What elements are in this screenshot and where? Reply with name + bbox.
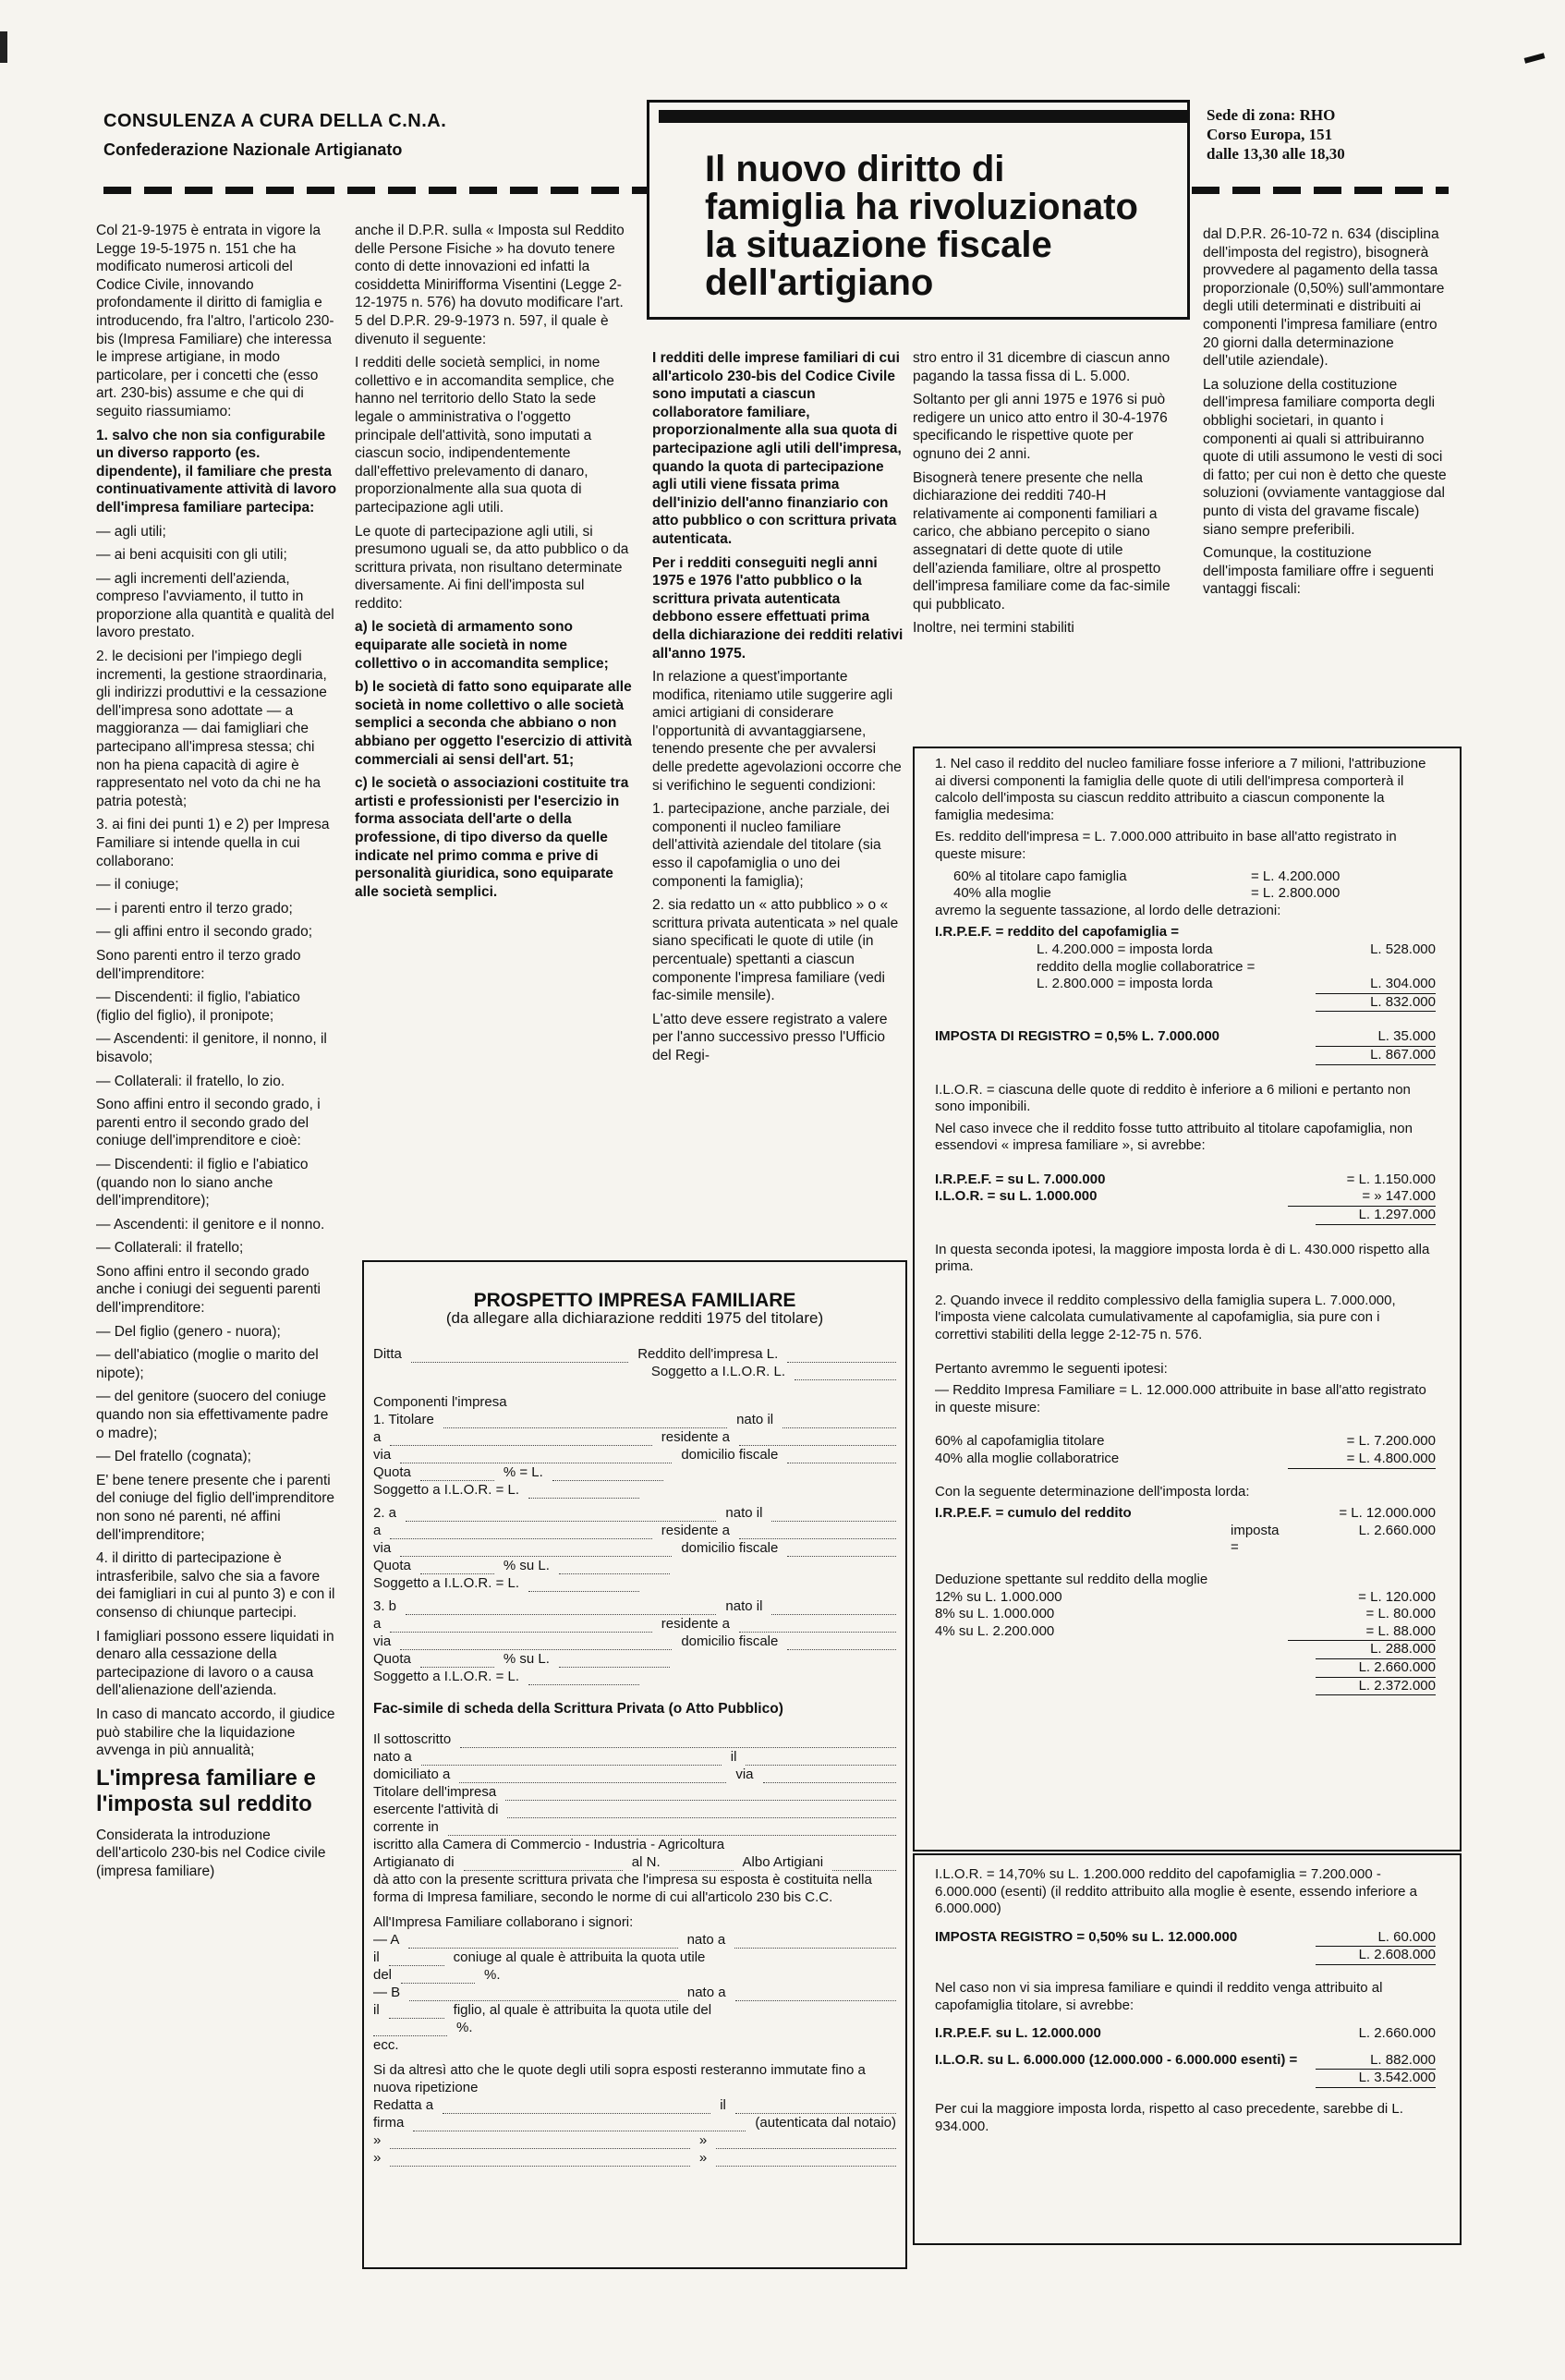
form-field[interactable] <box>401 1970 475 1984</box>
column-2 <box>355 222 632 906</box>
field-label: 3. b <box>373 1598 397 1614</box>
fac-text: ecc. <box>373 2037 399 2053</box>
col1-item: — agli incrementi dell'azienda, compreso l'avviamento, il tutto in proporzione alla quantità e qualità del lavoro prestato. <box>96 570 334 641</box>
form-field[interactable] <box>373 2022 447 2036</box>
field-label: Artigianato di <box>373 1854 455 1870</box>
field-label: Soggetto a I.L.O.R. = L. <box>373 1482 520 1498</box>
column-4 <box>913 349 1173 643</box>
calc-value: = L. 1.150.000 <box>1346 1171 1436 1187</box>
form-field[interactable] <box>787 1543 896 1557</box>
field-label: a <box>373 1523 382 1538</box>
field-label: via <box>373 1447 392 1463</box>
calc-value: L. 528.000 <box>1370 941 1436 957</box>
calc-value: L. 35.000 <box>1316 1028 1436 1047</box>
calc-total: L. 2.608.000 <box>1316 1947 1436 1965</box>
col4-para: Bisognerà tenere presente che nella dichiarazione dei redditi 740-H relativamente ai componenti familiari a carico, che abbiano percepito o siano assegnatari di dette quote di utile dell'azienda familiare, oltre al prospetto dell'impresa familiare come da fac-simile qui pubblicato. <box>913 469 1171 613</box>
fac-text: iscritto alla Camera di Commercio - Industria - Agricoltura <box>373 1837 725 1852</box>
field-label: Ditta <box>373 1346 402 1362</box>
col2-para-b: b) le società di fatto sono equiparate alle società in nome collettivo o alle società semplici a seconda che abbiano o non abbiano per oggetto l'esercizio di attività commerciali ai sensi dell'art. 51; <box>355 679 632 768</box>
form-field[interactable] <box>782 1415 896 1428</box>
calc-value: = L. 4.200.000 <box>1251 868 1341 884</box>
field-label: nato a <box>686 1985 726 2000</box>
field-label: via <box>373 1633 392 1649</box>
form-field[interactable] <box>406 1601 716 1615</box>
componenti-lines <box>373 1411 896 1685</box>
form-field[interactable] <box>746 1752 896 1766</box>
field-label: domicilio fiscale <box>681 1540 779 1556</box>
calc-text: I.L.O.R. = ciascuna delle quote di reddito è inferiore a 6 milioni e pertanto non sono imponibili. <box>935 1081 1411 1115</box>
field-label: residente a <box>661 1523 730 1538</box>
calc-value: L. 304.000 <box>1316 976 1436 994</box>
soggetto-field[interactable] <box>795 1366 896 1380</box>
headline-box <box>647 100 1190 320</box>
field-label: a <box>373 1429 382 1445</box>
col3-para: In relazione a quest'importante modifica, riteniamo utile suggerire agli amici artigiani di considerare l'opportunità di avvantaggiarsene, tenendo presente che per avvalersi delle predette agevolazioni occorre che si verifichino le seguenti condizioni: <box>652 669 902 794</box>
reddito-field[interactable] <box>787 1349 896 1363</box>
column-1 <box>96 222 338 1887</box>
col1-item: — Del fratello (cognata); <box>96 1449 251 1465</box>
field-label: il <box>373 2002 380 2018</box>
col1-item: — Collaterali: il fratello; <box>96 1240 244 1257</box>
calc-value: = L. 2.800.000 <box>1251 885 1341 902</box>
edge-mark <box>0 31 7 63</box>
calc-label: L. 4.200.000 = imposta lorda <box>1037 941 1213 957</box>
col3-para: 1. partecipazione, anche parziale, dei componenti il nucleo familiare dell'attività aziendale del titolare (sia esso il capofamiglia o uno dei componenti la famiglia); <box>652 801 890 890</box>
col1-point-4: E' bene tenere presente che i parenti del coniuge del figlio dell'imprenditore non sono né parenti, né affini dell'imprenditore; <box>96 1472 335 1543</box>
calc-value: L. 882.000 <box>1316 2052 1436 2070</box>
field-label: a <box>373 1616 382 1632</box>
calc-value: = L. 4.800.000 <box>1288 1451 1436 1469</box>
col3-bold: I redditi delle imprese familiari di cui all'articolo 230-bis del Codice Civile sono imputati a ciascun collaboratore familiare, proporzionalmente alla sua quota di partecipazione agli utili dell'impresa, quando la quota di partecipazione agli utili viene fissata prima dell'inizio dell'anno finanziario con atto pubblico o con scrittura privata autenticata. <box>652 350 902 547</box>
col2-para-c: c) le società o associazioni costituite tra artisti e professionisti per l'esercizio in forma associata dell'arte o della professione, di tipo diverso da quelle indicate nel primo comma e prive di personalità giuridica, sono equiparate alle società semplici. <box>355 775 629 900</box>
form-field[interactable] <box>735 1987 896 2001</box>
field-label: Quota <box>373 1558 411 1573</box>
form-field[interactable] <box>464 1857 623 1871</box>
form-field[interactable] <box>390 2135 690 2149</box>
field-label: residente a <box>661 1616 730 1632</box>
field-label: via <box>373 1540 392 1556</box>
calc-text: Nel caso non vi sia impresa familiare e quindi il reddito venga attribuito al capofamiglia titolare, si avrebbe: <box>935 1979 1383 2013</box>
form-field[interactable] <box>390 1619 651 1633</box>
calc-text: Nel caso invece che il reddito fosse tutto attribuito al titolare capofamiglia, non essendovi « impresa familiare », si avrebbe: <box>935 1120 1413 1154</box>
form-field[interactable] <box>389 1952 444 1966</box>
field-label: Redatta a <box>373 2097 434 2113</box>
field-label: esercente l'attività di <box>373 1802 499 1817</box>
field-label: %. <box>456 2020 473 2035</box>
field-label: Reddito dell'impresa L. <box>637 1346 779 1362</box>
field-label: — A <box>373 1932 400 1948</box>
field-label: Il sottoscritto <box>373 1731 452 1747</box>
field-label: domicilio fiscale <box>681 1633 779 1649</box>
form-field[interactable] <box>409 1987 678 2001</box>
field-label: % su L. <box>503 1558 550 1573</box>
form-field[interactable] <box>389 2005 444 2019</box>
col1-item: — i parenti entro il terzo grado; <box>96 900 293 917</box>
field-label: domiciliato a <box>373 1767 451 1782</box>
form-field[interactable] <box>787 1636 896 1650</box>
calc-label: 60% al titolare capo famiglia <box>953 868 1127 884</box>
col1-item: — Discendenti: il figlio e l'abiatico (quando non lo siano anche dell'imprenditore); <box>96 1156 309 1209</box>
field-label: Soggetto a I.L.O.R. = L. <box>373 1669 520 1684</box>
col1-item: — gli affini entro il secondo grado; <box>96 924 313 941</box>
headline-line-2: famiglia ha rivoluzionato <box>705 187 1138 227</box>
col4-para: Inoltre, nei termini stabiliti <box>913 620 1074 637</box>
calc-label: I.R.P.E.F. = su L. 7.000.000 <box>935 1171 1106 1187</box>
corner-mark <box>1524 53 1546 63</box>
office-line-2: Corso Europa, 151 <box>1207 126 1333 143</box>
org-title: CONSULENZA A CURA DELLA C.N.A. <box>103 111 447 131</box>
col4-para: stro entro il 31 dicembre di ciascun anno pagando la tassa fissa di L. 5.000. <box>913 350 1171 384</box>
prospetto-form <box>373 1292 896 2167</box>
facsimile-title: Fac-simile di scheda della Scrittura Privata (o Atto Pubblico) <box>373 1701 783 1717</box>
calc-text: I.L.O.R. = 14,70% su L. 1.200.000 reddito del capofamiglia = 7.200.000 - 6.000.000 (esenti) (il reddito attribuito alla moglie è esente, essendo inferiore a 6.000.000) <box>935 1866 1417 1917</box>
form-field[interactable] <box>413 2118 746 2131</box>
field-label: — B <box>373 1985 401 2000</box>
calc-value: = L. 80.000 <box>1365 1606 1436 1622</box>
col1-intro: Col 21-9-1975 è entrata in vigore la Legge 19-5-1975 n. 151 che ha modificato numerosi articoli del Codice Civile, innovando profondamente il diritto di famiglia e introducendo, fra l'altro, l'articolo 230-bis (Impresa Familiare) che interessa le imprese artigiane, in modo particolare, per i concetti che (esso art. 230-bis) assume e che qui di seguito riassumiamo: <box>96 223 334 419</box>
form-field[interactable] <box>528 1485 639 1499</box>
col1-point-3: 3. ai fini dei punti 1) e 2) per Impresa Familiare si intende quella in cui collaborano: <box>96 817 330 869</box>
field-label: Soggetto a I.L.O.R. L. <box>650 1364 785 1379</box>
calc-text: In questa seconda ipotesi, la maggiore imposta lorda è di L. 430.000 rispetto alla prima. <box>935 1241 1430 1275</box>
field-label: » <box>373 2150 382 2166</box>
calc-section-1 <box>935 756 1436 1695</box>
col5-para: dal D.P.R. 26-10-72 n. 634 (disciplina dell'imposta del registro), bisognerà provvedere al pagamento della tassa proporzionale (0,50%) sull'ammontare degli utili determinati e distribuiti ai componenti l'impresa familiare (entro 20 giorni dalla determinazione dell'utile aziendale). <box>1203 226 1445 370</box>
calc-text: 2. Quando invece il reddito complessivo della famiglia supera L. 7.000.000, l'imposta viene calcolata cumulativamente al capofamiglia, sia pure con i correttivi stabiliti della legge 2-12-75 n. 576. <box>935 1292 1396 1343</box>
col1-item: — agli utili; <box>96 523 166 540</box>
fac-text: dà atto con la presente scrittura privata che l'impresa su esposta è costituita nella forma di Impresa familiare, secondo le norme di cui all'articolo 230 bis C.C. <box>373 1872 872 1905</box>
col1-item: — Ascendenti: il genitore, il nonno, il bisavolo; <box>96 1031 327 1065</box>
calc-label: 8% su L. 1.000.000 <box>935 1606 1055 1622</box>
form-field[interactable] <box>528 1671 639 1685</box>
col1-item: — Discendenti: il figlio, l'abiatico (figlio del figlio), il pronipote; <box>96 990 300 1024</box>
field-label: via <box>735 1767 754 1782</box>
col3-para: 2. sia redatto un « atto pubblico » o « scrittura privata autenticata » nel quale siano specificati le quote di utile (in percentuale) spettanti a ciascun componente l'impresa familiare (vedi fac-simile mensile). <box>652 897 899 1004</box>
col1-point-2: 2. le decisioni per l'impiego degli incrementi, la gestione straordinaria, gli indirizzi produttivi e la cessazione dell'impresa sono adottate — a maggioranza — dai famigliari che partecipano all'impresa stessa; chi non ha piena capacità di agire è rappresentato nel voto da chi ne ha patria potestà; <box>96 649 327 809</box>
org-subtitle: Confederazione Nazionale Artigianato <box>103 140 403 159</box>
calc-label: reddito della moglie collaboratrice = <box>1037 958 1256 975</box>
calc-total: L. 2.660.000 <box>1316 1659 1436 1678</box>
prospetto-subtitle: (da allegare alla dichiarazione redditi 1975 del titolare) <box>445 1309 824 1327</box>
form-field[interactable] <box>559 1560 670 1574</box>
form-field[interactable] <box>734 1935 896 1949</box>
office-info <box>1207 105 1345 164</box>
col1-item: 4. il diritto di partecipazione è intrasferibile, salvo che sia a favore dei famigliari in cui al punto 3) e con il consenso di chiunque partecipi. <box>96 1550 335 1621</box>
dash-divider-right <box>1192 187 1449 194</box>
col1-item: — il coniuge; <box>96 877 179 893</box>
field-label: » <box>698 2150 708 2166</box>
office-line-3: dalle 13,30 alle 18,30 <box>1207 145 1345 163</box>
calc-label: 4% su L. 2.200.000 <box>935 1622 1055 1639</box>
calc-value: = L. 88.000 <box>1288 1623 1436 1642</box>
calc-value: L. 2.660.000 <box>1358 1522 1436 1538</box>
calc-label: 40% alla moglie collaboratrice <box>935 1451 1120 1466</box>
field-label: nato il <box>736 1412 774 1427</box>
calc-total: L. 1.297.000 <box>1316 1207 1436 1225</box>
form-field[interactable] <box>528 1578 639 1592</box>
field-label: coniuge al quale è attribuita la quota utile <box>453 1949 706 1965</box>
prospetto-box <box>362 1260 907 2269</box>
form-field[interactable] <box>443 1415 727 1428</box>
dash-divider-left <box>103 187 647 194</box>
form-field[interactable] <box>400 1636 672 1650</box>
componenti-label: Componenti l'impresa <box>373 1394 507 1410</box>
calc-value: = L. 120.000 <box>1358 1588 1436 1605</box>
field-label: Albo Artigiani <box>742 1854 824 1870</box>
headline-line-1: Il nuovo diritto di <box>705 149 1005 189</box>
field-label: nato il <box>725 1505 763 1521</box>
field-label: % su L. <box>503 1651 550 1667</box>
field-label: nato a <box>686 1932 726 1948</box>
calc-label: I.R.P.E.F. su L. 12.000.000 <box>935 2025 1101 2042</box>
form-field[interactable] <box>739 1432 896 1446</box>
field-label: del <box>373 1967 393 1983</box>
form-field[interactable] <box>763 1769 896 1783</box>
field-label: % = L. <box>503 1464 543 1480</box>
calc-total: L. 832.000 <box>1316 994 1436 1013</box>
form-field[interactable] <box>408 1935 677 1949</box>
field-label: nato a <box>373 1749 412 1765</box>
form-field[interactable] <box>406 1508 716 1522</box>
column-5 <box>1203 225 1449 604</box>
col1-item: — dell'abiatico (moglie o marito del nipote); <box>96 1347 319 1381</box>
calc-value: L. 2.660.000 <box>1358 2025 1436 2042</box>
form-field[interactable] <box>739 1619 896 1633</box>
headline <box>705 151 1138 302</box>
col1-item: — del genitore (suocero del coniuge quando non sia effettivamente padre o madre); <box>96 1389 329 1441</box>
office-line-1: Sede di zona: RHO <box>1207 106 1336 124</box>
col2-para: anche il D.P.R. sulla « Imposta sul Reddito delle Persone Fisiche » ha dovuto tenere conto di dette innovazioni ed infatti la cosiddetta Minirifforma Visentini (Legge 2-12-1975 n. 576) ha dovuto modificare l'art. 5 del D.P.R. 29-9-1973 n. 597, il quale è divenuto il seguente: <box>355 223 625 347</box>
form-field[interactable] <box>507 1804 896 1818</box>
col1-item: — ai beni acquisiti con gli utili; <box>96 547 287 564</box>
form-field[interactable] <box>400 1450 672 1463</box>
calc-label: IMPOSTA REGISTRO = 0,50% su L. 12.000.000 <box>935 1928 1238 1945</box>
form-field[interactable] <box>421 1752 722 1766</box>
calc-value: L. 60.000 <box>1316 1929 1436 1948</box>
calc-text: Con la seguente determinazione dell'imposta lorda: <box>935 1483 1250 1500</box>
calc-total: L. 3.542.000 <box>1316 2070 1436 2088</box>
calc-label: 60% al capofamiglia titolare <box>935 1433 1105 1450</box>
col2-para: I redditi delle società semplici, in nome collettivo e in accomandita semplice, che hanno nel territorio dello Stato la sede legale o amministrativa o l'oggetto principale dell'attività, sono imputati a ciascun socio, indipendentemente dall'effettivo prelevamento di danaro, proporzionalmente alla sua quota di partecipazione agli utili. <box>355 355 614 516</box>
field-label: Titolare dell'impresa <box>373 1784 497 1800</box>
field-label: Soggetto a I.L.O.R. = L. <box>373 1575 520 1591</box>
headline-line-4: dell'artigiano <box>705 262 934 303</box>
fac-text: Si da altresì atto che le quote degli utili sopra esposti resteranno immutate fino a nuova ripetizione <box>373 2062 866 2095</box>
form-field[interactable] <box>716 2135 896 2149</box>
field-label: residente a <box>661 1429 730 1445</box>
field-label: » <box>373 2132 382 2148</box>
calc-value: = L. 12.000.000 <box>1339 1505 1436 1522</box>
col1-item: Sono parenti entro il terzo grado dell'imprenditore: <box>96 947 301 982</box>
headline-rule <box>659 110 1190 123</box>
calc-label: IMPOSTA DI REGISTRO = 0,5% L. 7.000.000 <box>935 1028 1220 1045</box>
col1-subheading: L'impresa familiare e l'imposta sul reddito <box>96 1765 316 1816</box>
col4-para: Soltanto per gli anni 1975 e 1976 si può redigere un unico atto entro il 30-4-1976 specificando le rispettive quote per ognuno dei 2 anni. <box>913 392 1168 462</box>
column-3 <box>652 349 904 1071</box>
form-field[interactable] <box>448 1822 896 1836</box>
col2-para: Le quote di partecipazione agli utili, si presumono uguali se, da atto pubblico o da scrittura privata, non risultano determinate diversamente. Ai fini dell'imposta sul reddito: <box>355 523 629 612</box>
fac-text: All'Impresa Familiare collaborano i signori: <box>373 1914 634 1930</box>
calc-text: Es. reddito dell'impresa = L. 7.000.000 attribuito in base all'atto registrato in queste misure: <box>935 829 1397 862</box>
form-field[interactable] <box>420 1654 494 1668</box>
headline-line-3: la situazione fiscale <box>705 225 1052 265</box>
calc-label: I.R.P.E.F. = reddito del capofamiglia = <box>935 924 1179 941</box>
field-label: il <box>720 2097 726 2113</box>
form-field[interactable] <box>739 1525 896 1539</box>
field-label: %. <box>484 1967 501 1983</box>
calc-value: = » 147.000 <box>1288 1188 1436 1207</box>
field-label: Quota <box>373 1651 411 1667</box>
calc-label: Deduzione spettante sul reddito della moglie <box>935 1571 1208 1587</box>
form-field[interactable] <box>459 1769 726 1783</box>
form-field[interactable] <box>390 1432 651 1446</box>
field-label: (autenticata dal notaio) <box>755 2115 896 2131</box>
col1-point-5: In caso di mancato accordo, il giudice può stabilire che la liquidazione avvenga in più annualità; <box>96 1706 335 1759</box>
form-field[interactable] <box>771 1601 896 1615</box>
calc-text: 1. Nel caso il reddito del nucleo familiare fosse inferiore a 7 milioni, l'attribuzione ai diversi componenti la famiglia delle quote di utili dell'impresa comporterà il calcolo dell'imposta su ciascun reddito attribuito a ciascun componente la famiglia medesima: <box>935 756 1426 823</box>
calc-label: 40% alla moglie <box>953 885 1051 902</box>
col5-para: La soluzione della costituzione dell'impresa familiare comporta degli obblighi societari, in quanto i componenti ai quali si attribuiranno quote di utili assumono le vesti di soci di fatto; per cui non è detto che queste soluzioni (ovviamente vantaggiose dal punto di vista del gravame fiscale) siano sempre preferibili. <box>1203 376 1447 538</box>
form-field[interactable] <box>400 1543 672 1557</box>
calc-label: I.R.P.E.F. = cumulo del reddito <box>935 1505 1132 1522</box>
col5-para: Comunque, la costituzione dell'imposta familiare offre i seguenti vantaggi fiscali: <box>1203 545 1434 598</box>
prospetto-title: PROSPETTO IMPRESA FAMILIARE <box>473 1290 796 1311</box>
col3-bold2: Per i redditi conseguiti negli anni 1975 e 1976 l'atto pubblico o la scrittura privata autenticata debbono essere effettuati prima della dichiarazione dei redditi relativi all'anno 1975. <box>652 554 904 662</box>
form-field[interactable] <box>832 1857 896 1871</box>
field-label: al N. <box>631 1854 661 1870</box>
form-field[interactable] <box>390 1525 651 1539</box>
calc-label: imposta = <box>1231 1522 1280 1556</box>
calc-label: L. 2.800.000 = imposta lorda <box>1037 976 1213 992</box>
form-field[interactable] <box>716 2153 896 2167</box>
field-label: domicilio fiscale <box>681 1447 779 1463</box>
calc-total: L. 2.372.000 <box>1316 1678 1436 1696</box>
form-field[interactable] <box>559 1654 670 1668</box>
form-field[interactable] <box>443 2100 710 2114</box>
calc-label: I.L.O.R. su L. 6.000.000 (12.000.000 - 6.000.000 esenti) = <box>935 2051 1298 2068</box>
field-label: firma <box>373 2115 405 2131</box>
field-label: corrente in <box>373 1819 439 1835</box>
calc-text: — Reddito Impresa Familiare = L. 12.000.000 attribuite in base all'atto registrato in queste misure: <box>935 1382 1426 1415</box>
form-field[interactable] <box>670 1857 734 1871</box>
field-label: » <box>698 2132 708 2148</box>
col1-tail: Considerata la introduzione dell'articolo 230-bis nel Codice civile (impresa familiare) <box>96 1827 326 1879</box>
field-label: 1. Titolare <box>373 1412 434 1427</box>
field-label: il <box>373 1949 380 1965</box>
col3-para: L'atto deve essere registrato a valere per l'anno successivo presso l'Ufficio del Regi- <box>652 1011 888 1063</box>
calc-total: L. 288.000 <box>1316 1641 1436 1659</box>
calc-text: Pertanto avremmo le seguenti ipotesi: <box>935 1360 1168 1377</box>
field-label: Quota <box>373 1464 411 1480</box>
form-field[interactable] <box>505 1787 896 1801</box>
form-field[interactable] <box>390 2153 690 2167</box>
calc-text: avremo la seguente tassazione, al lordo delle detrazioni: <box>935 902 1281 918</box>
form-field[interactable] <box>787 1450 896 1463</box>
form-field[interactable] <box>420 1467 494 1481</box>
field-label: nato il <box>725 1598 763 1614</box>
calc-value: = L. 7.200.000 <box>1346 1433 1436 1450</box>
calc-text: Per cui la maggiore imposta lorda, rispetto al caso precedente, sarebbe di L. 934.000. <box>935 2100 1403 2134</box>
form-field[interactable] <box>552 1467 663 1481</box>
col1-item: Sono affini entro il secondo grado anche i coniugi dei seguenti parenti dell'imprenditore: <box>96 1263 321 1317</box>
ditta-field[interactable] <box>411 1349 628 1363</box>
col1-item: — Del figlio (genero - nuora); <box>96 1323 281 1340</box>
form-field[interactable] <box>771 1508 896 1522</box>
col2-para-a: a) le società di armamento sono equiparate alle società in nome collettivo o in accomandita semplice; <box>355 619 609 672</box>
col1-item: — Collaterali: il fratello, lo zio. <box>96 1073 285 1089</box>
calc-label: I.L.O.R. = su L. 1.000.000 <box>935 1188 1098 1205</box>
field-label: figlio, al quale è attribuita la quota utile del <box>453 2002 712 2018</box>
calc-total: L. 867.000 <box>1316 1047 1436 1065</box>
field-label: 2. a <box>373 1505 397 1521</box>
form-field[interactable] <box>420 1560 494 1574</box>
col1-item: — Ascendenti: il genitore e il nonno. <box>96 1216 325 1232</box>
calc-section-2 <box>935 1866 1436 2140</box>
col1-item: I famigliari possono essere liquidati in denaro alla cessazione della partecipazione di lavoro o a causa dell'alienazione dell'azienda. <box>96 1628 334 1699</box>
col1-item: Sono affini entro il secondo grado, i parenti entro il secondo grado del coniuge dell'imprenditore e cioè: <box>96 1097 321 1149</box>
field-label: il <box>730 1749 737 1765</box>
calc-label: 12% su L. 1.000.000 <box>935 1588 1062 1605</box>
col1-point-1: 1. salvo che non sia configurabile un diverso rapporto (es. dipendente), il familiare che presta continuativamente attività di lavoro dell'impresa familiare partecipa: <box>96 427 337 516</box>
form-field[interactable] <box>735 2100 896 2114</box>
form-field[interactable] <box>460 1734 896 1748</box>
